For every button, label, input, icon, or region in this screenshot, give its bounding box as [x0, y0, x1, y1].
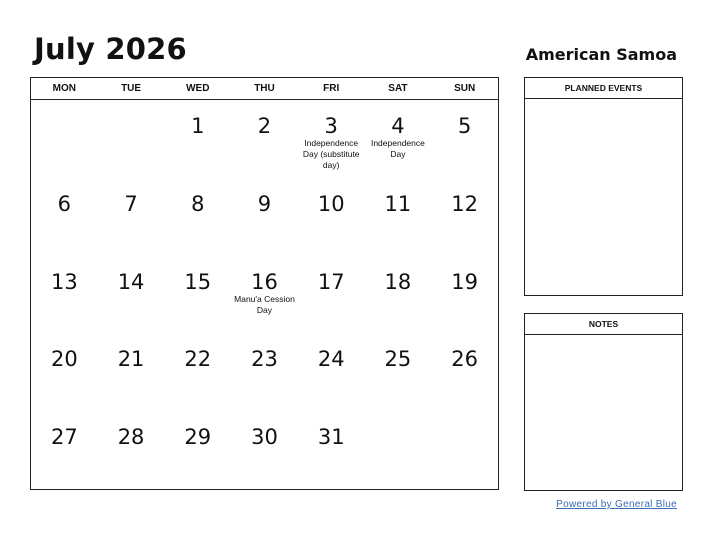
day-number: 30	[251, 425, 278, 450]
day-number: 24	[317, 347, 345, 372]
day-cell	[365, 333, 432, 411]
day-cell	[431, 333, 498, 411]
day-cell	[31, 333, 98, 411]
planned-events-panel	[524, 77, 683, 296]
calendar-week	[31, 100, 498, 178]
day-cell	[31, 411, 98, 489]
day-number: 12	[451, 191, 478, 216]
day-cell	[231, 256, 298, 334]
day-cell	[98, 411, 165, 489]
day-number: 20	[50, 347, 78, 372]
day-number: 21	[117, 347, 145, 372]
day-cell	[365, 411, 432, 489]
notes-panel	[524, 313, 683, 491]
day-cell	[365, 100, 432, 178]
day-cell	[164, 256, 231, 334]
day-number: 6	[57, 191, 72, 216]
day-number: 29	[184, 425, 212, 450]
day-number: 4	[391, 114, 405, 138]
day-cell	[231, 411, 298, 489]
day-cell	[298, 178, 365, 256]
day-cell	[231, 178, 298, 256]
calendar-week	[31, 256, 498, 334]
day-number: 23	[251, 347, 278, 372]
day-cell	[164, 411, 231, 489]
day-number: 26	[451, 347, 478, 372]
day-cell	[431, 100, 498, 178]
day-cell	[31, 256, 98, 334]
weekday-sun: SUN	[454, 83, 476, 94]
day-number: 15	[184, 269, 212, 294]
day-cell	[98, 100, 165, 178]
day-cell	[298, 100, 365, 178]
day-number: 18	[384, 269, 412, 294]
day-number: 17	[317, 269, 345, 294]
day-cell	[31, 100, 98, 178]
day-number: 14	[117, 269, 145, 294]
weekday-mon: MON	[52, 83, 77, 94]
day-cell	[164, 100, 231, 178]
day-cell	[231, 333, 298, 411]
weekday-thu: THU	[254, 83, 275, 94]
day-number: 1	[191, 114, 205, 138]
calendar-grid	[30, 77, 499, 490]
day-cell	[365, 178, 432, 256]
day-number: 16	[251, 269, 278, 294]
day-number: 7	[124, 191, 138, 216]
day-cell	[98, 333, 165, 411]
weekday-tue: TUE	[121, 83, 142, 94]
day-number: 8	[191, 191, 205, 216]
weekday-header-row	[31, 78, 498, 100]
day-cell	[31, 178, 98, 256]
page-title: July 2026	[34, 32, 187, 66]
day-number: 2	[257, 114, 272, 138]
day-cell	[231, 100, 298, 178]
day-cell	[298, 333, 365, 411]
day-cell	[164, 333, 231, 411]
day-cell	[98, 178, 165, 256]
day-number: 27	[50, 425, 78, 450]
day-number: 9	[257, 191, 272, 216]
day-number: 31	[317, 425, 345, 450]
day-number: 3	[324, 114, 338, 138]
day-cell	[431, 411, 498, 489]
holiday-label: Manu'a Cession Day	[234, 293, 295, 315]
day-cell	[365, 256, 432, 334]
weekday-fri: FRI	[323, 83, 340, 94]
planned-events-heading: PLANNED EVENTS	[525, 78, 682, 99]
day-cell	[431, 178, 498, 256]
holiday-label: Independence Day (substitute day)	[302, 138, 360, 170]
day-number: 22	[184, 347, 212, 372]
day-number: 25	[384, 347, 412, 372]
day-number: 28	[117, 425, 145, 450]
powered-by-link[interactable]: Powered by General Blue	[556, 499, 677, 510]
region-name: American Samoa	[525, 45, 677, 64]
calendar-week	[31, 411, 498, 489]
day-number: 13	[50, 269, 78, 294]
day-cell	[164, 178, 231, 256]
day-number: 5	[457, 114, 472, 138]
calendar-week	[31, 178, 498, 256]
day-cell	[431, 256, 498, 334]
day-cell	[298, 256, 365, 334]
day-number: 19	[451, 269, 478, 294]
weekday-sat: SAT	[388, 83, 408, 94]
day-number: 10	[317, 191, 345, 216]
notes-heading: NOTES	[525, 314, 682, 335]
calendar-weeks	[31, 100, 498, 489]
calendar-week	[31, 333, 498, 411]
day-cell	[98, 256, 165, 334]
day-cell	[298, 411, 365, 489]
day-number: 11	[384, 191, 412, 216]
holiday-label: Independence Day	[370, 138, 425, 159]
weekday-wed: WED	[186, 83, 210, 94]
